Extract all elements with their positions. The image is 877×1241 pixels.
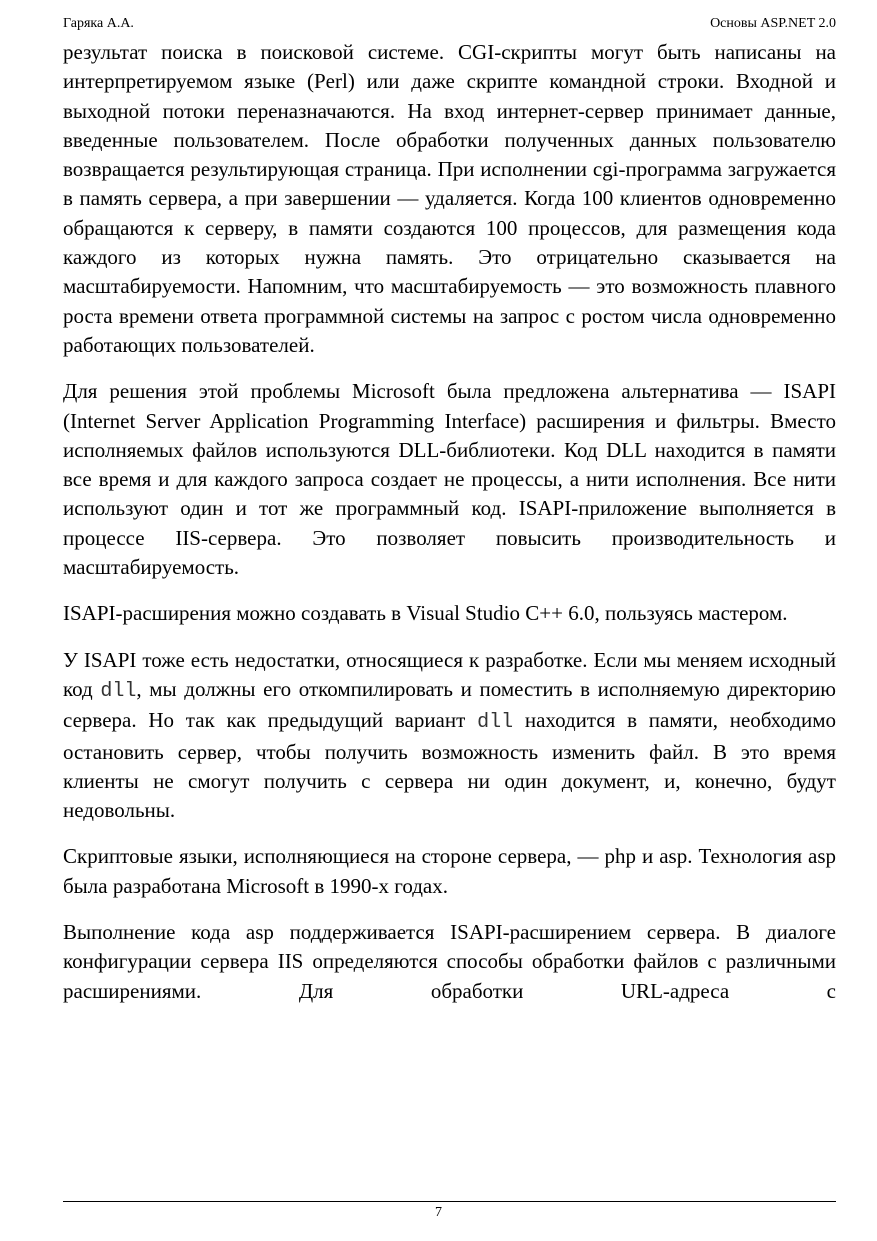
paragraph-cgi: результат поиска в поисковой системе. CGI-скрипты могут быть написаны на интерпретируемом языке (Perl) или даже скрипте командной строки. Входной и выходной потоки переназначаются. На вход интернет-сервер принимает данные, введенные пользователем. После обработки полученных данных пользователю возвращается результирующая страница. При исполнении cgi-программа загружается в память сервера, а при завершении — удаляется. Когда 100 клиентов одновременно обращаются к серверу, в памяти создаются 100 процессов, для размещения кода каждого из которых нужна память. Это отрицательно сказывается на масштабируемости. Напомним, что масштабируемость — это возможность плавного роста времени ответа программной системы на запрос с ростом числа одновременно работающих пользователей. <box>63 40 836 357</box>
paragraph-isapi-drawbacks <box>63 646 836 826</box>
page-header <box>63 16 836 36</box>
page-body <box>63 38 836 1023</box>
drawbacks-text-2: , мы должны его откомпилировать и поместить в исполняемую директорию сервера. Но так как предыдущий вариант <box>63 676 837 733</box>
code-dll-2: dll <box>477 711 514 735</box>
paragraph-visual-studio: ISAPI-расширения можно создавать в Visual Studio C++ 6.0, пользуясь мастером. <box>63 601 788 626</box>
footer-divider <box>63 1201 836 1202</box>
code-dll-1: dll <box>100 679 137 703</box>
paragraph-isapi: Для решения этой проблемы Microsoft была предложена альтернатива — ISAPI (Internet Server Application Programming Interface) расширения и фильтры. Вместо исполняемых файлов используются DLL-библиотеки. Код DLL находится в памяти все время и для каждого запроса создает не процессы, а нити исполнения. Все нити используют один и тот же программный код. ISAPI-приложение выполняется в процессе IIS-сервера. Это позволяет повысить производительность и масштабируемость. <box>63 379 836 580</box>
drawbacks-text-3: находится в памяти, необходимо остановить сервер, чтобы получить возможность изменить файл. В это время клиенты не смогут получить с сервера ни один документ, и, конечно, будут недовольны. <box>63 708 836 823</box>
paragraph-script-languages: Скриптовые языки, исполняющиеся на стороне сервера, — php и asp. Технология asp была разработана Microsoft в 1990-х годах. <box>63 844 836 898</box>
header-author: Гаряка А.А. <box>63 16 134 31</box>
header-title: Основы ASP.NET 2.0 <box>710 16 836 31</box>
page-number: 7 <box>435 1205 442 1220</box>
paragraph-asp-execution: Выполнение кода asp поддерживается ISAPI-расширением сервера. В диалоге конфигурации сервера IIS определяются способы обработки файлов с различными расширениями. Для обработки URL-адреса с <box>63 920 836 1003</box>
drawbacks-text-1: У ISAPI тоже есть недостатки, относящиеся к разработке. Если мы меняем исходный код <box>63 647 836 701</box>
